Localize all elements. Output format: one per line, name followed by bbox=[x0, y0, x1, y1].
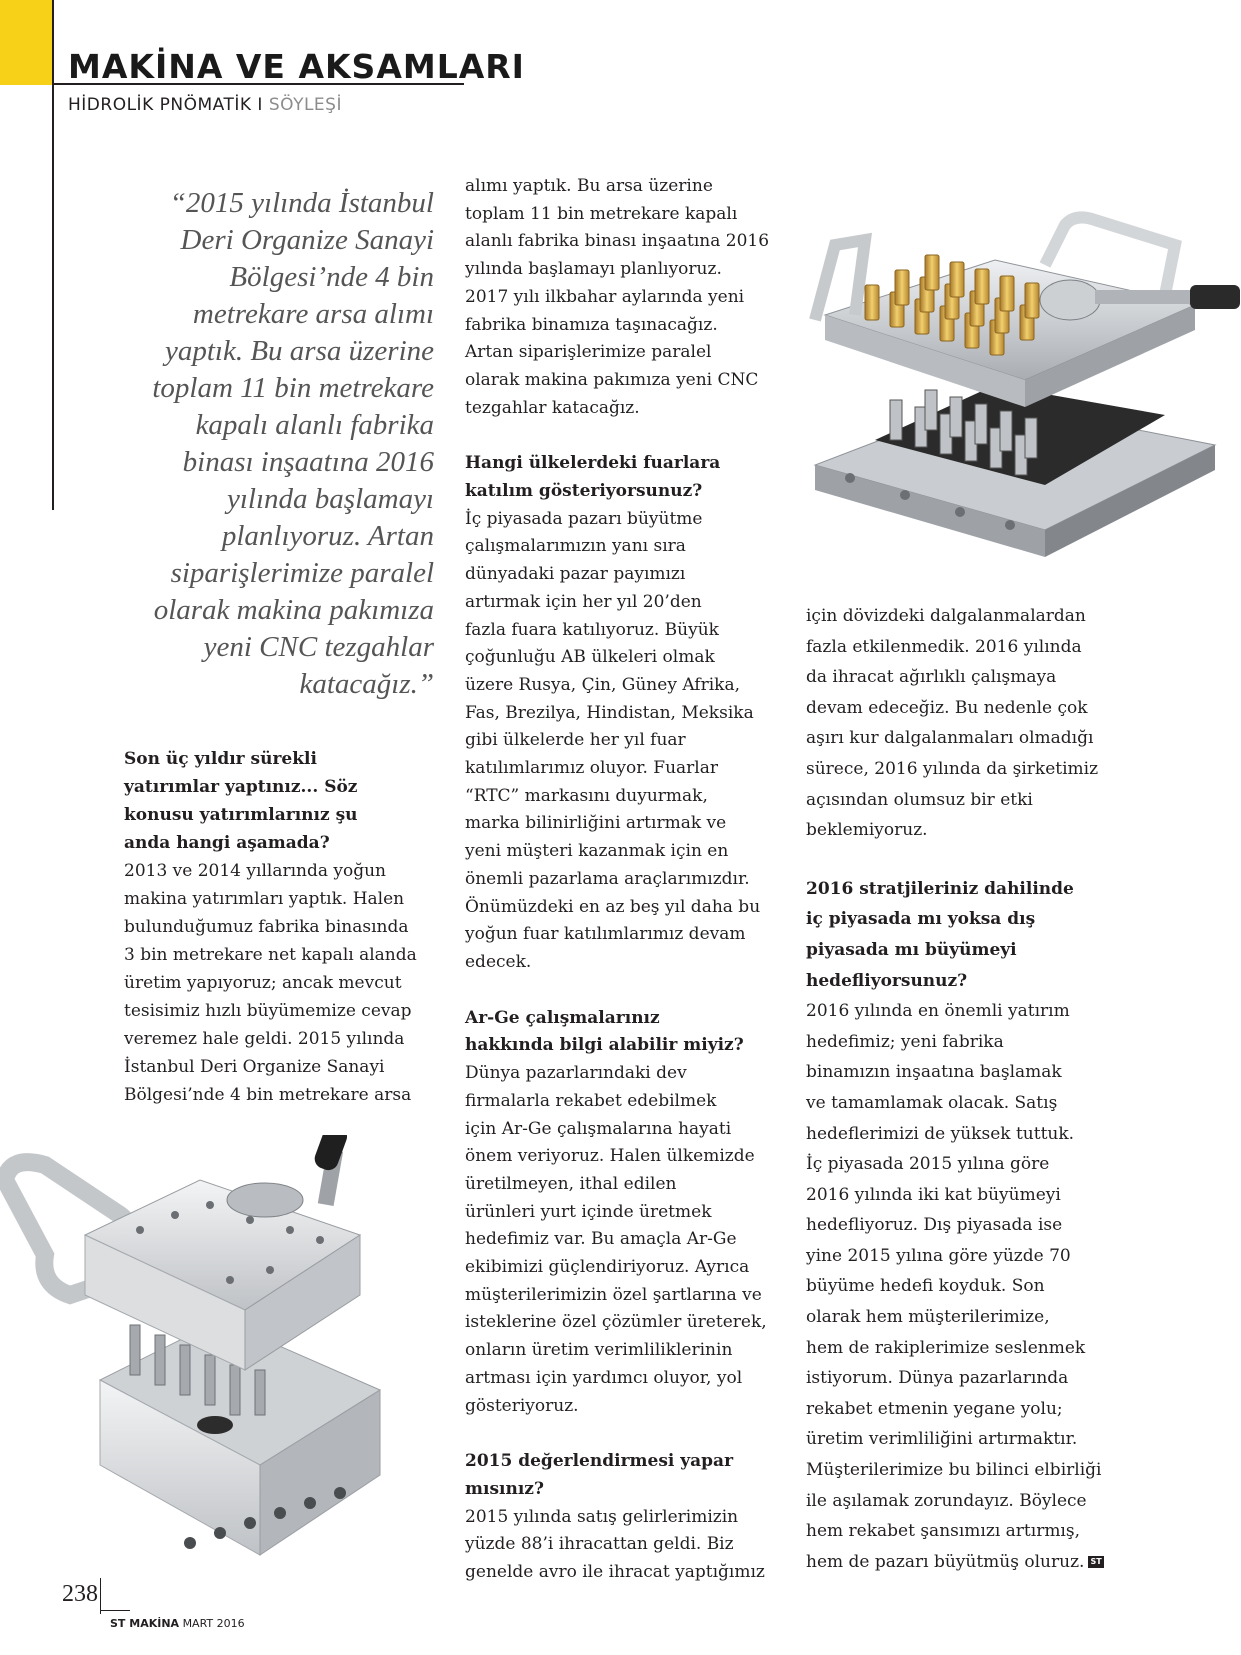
question-line: katılım gösteriyorsunuz? bbox=[465, 481, 703, 502]
answer-line: 2017 yılı ilkbahar aylarında yeni bbox=[465, 286, 745, 307]
paragraph-gap bbox=[465, 1420, 769, 1448]
question-line: Son üç yıldır sürekli bbox=[124, 749, 317, 769]
pull-quote-line: planlıyoruz. Artan bbox=[221, 520, 434, 552]
question-line: hedefliyorsunuz? bbox=[806, 970, 968, 991]
answer-line: Müşterilerimize bu bilinci elbirliği bbox=[806, 1460, 1102, 1481]
answer-line: Bölgesi’nde 4 bin metrekare arsa bbox=[124, 1085, 412, 1105]
question-line: Ar-Ge çalışmalarınız bbox=[465, 1007, 660, 1028]
question-line: iç piyasada mı yoksa dış bbox=[806, 909, 1036, 930]
footer-horizontal-rule bbox=[100, 1610, 130, 1611]
pull-quote-line: toplam 11 bin metrekare bbox=[152, 372, 434, 404]
answer-line: fazla fuara katılıyoruz. Büyük bbox=[465, 619, 719, 640]
answer-line: üretim verimliliğini artırmaktır. bbox=[806, 1429, 1078, 1450]
answer-line: 3 bin metrekare net kapalı alanda bbox=[124, 945, 417, 965]
question-line: Hangi ülkelerdeki fuarlara bbox=[465, 453, 721, 474]
answer-line: müşterilerimizin özel şartlarına ve bbox=[465, 1284, 762, 1305]
answer-line: beklemiyoruz. bbox=[806, 820, 928, 841]
answer-line: 2013 ve 2014 yıllarında yoğun bbox=[124, 861, 387, 881]
question-line: anda hangi aşamada? bbox=[124, 833, 330, 853]
answer-line: hedefimiz; yeni fabrika bbox=[806, 1031, 1004, 1052]
answer-line: üretilmeyen, ithal edilen bbox=[465, 1173, 677, 1194]
answer-line: fabrika binamıza taşınacağız. bbox=[465, 314, 718, 335]
answer-line: devam edeceğiz. Bu nedenle çok bbox=[806, 697, 1088, 718]
subtitle-category: HİDROLİK PNÖMATİK bbox=[68, 95, 252, 115]
answer-line: üzere Rusya, Çin, Güney Afrika, bbox=[465, 674, 740, 695]
answer-line: hedeflerimizi de yüksek tuttuk. bbox=[806, 1123, 1075, 1144]
product-photo-manifold-bottom bbox=[0, 1135, 420, 1570]
question-line: konusu yatırımlarınız şu bbox=[124, 805, 358, 825]
answer-line: için Ar-Ge çalışmalarına hayati bbox=[465, 1118, 732, 1139]
paragraph-gap bbox=[465, 422, 769, 450]
pull-quote bbox=[104, 185, 434, 703]
answer-line: 2016 yılında iki kat büyümeyi bbox=[806, 1184, 1061, 1205]
answer-line: hedefliyoruz. Dış piyasada ise bbox=[806, 1215, 1063, 1236]
answer-line: da ihracat ağırlıklı çalışmaya bbox=[806, 667, 1057, 688]
answer-line: Artan siparişlerimize paralel bbox=[465, 342, 712, 363]
question-line: yatırımlar yaptınız... Söz bbox=[124, 777, 358, 797]
question-line: 2015 değerlendirmesi yapar bbox=[465, 1451, 734, 1472]
pull-quote-line: yılında başlamayı bbox=[226, 483, 434, 515]
answer-line: onların üretim verimliliklerinin bbox=[465, 1340, 733, 1361]
answer-line: edecek. bbox=[465, 951, 532, 972]
answer-line: önemli pazarlama araçlarımızdır. bbox=[465, 868, 750, 889]
text-column-2 bbox=[465, 173, 769, 1587]
answer-line: binamızın inşaatına başlamak bbox=[806, 1062, 1062, 1083]
answer-line: 2016 yılında en önemli yatırım bbox=[806, 1001, 1070, 1022]
answer-line: yoğun fuar katılımlarımız devam bbox=[465, 924, 746, 945]
answer-line: sürece, 2016 yılında da şirketimiz bbox=[806, 758, 1099, 779]
answer-line: çalışmalarımızın yanı sıra bbox=[465, 536, 686, 557]
answer-line: yılında başlamayı planlıyoruz. bbox=[465, 259, 722, 280]
answer-line: çoğunluğu AB ülkeleri olmak bbox=[465, 647, 715, 668]
footer-issue: MART 2016 bbox=[182, 1617, 245, 1630]
answer-line: Önümüzdeki en az beş yıl daha bu bbox=[465, 896, 761, 917]
answer-line: hem de pazarı büyütmüş oluruz. ST bbox=[806, 1551, 1102, 1572]
answer-line: alanlı fabrika binası inşaatına 2016 bbox=[465, 231, 770, 252]
header-accent-block bbox=[0, 0, 52, 85]
answer-line: yüzde 88’i ihracattan geldi. Biz bbox=[465, 1534, 734, 1555]
answer-line: ile aşılamak zorundayız. Böylece bbox=[806, 1490, 1087, 1511]
answer-line: firmalarla rekabet edebilmek bbox=[465, 1090, 717, 1111]
text-column-3 bbox=[806, 601, 1104, 1577]
subtitle-type: SÖYLEŞİ bbox=[268, 95, 342, 115]
answer-line: Fas, Brezilya, Hindistan, Meksika bbox=[465, 702, 754, 723]
answer-line: artırmak için her yıl 20’den bbox=[465, 591, 702, 612]
question-line: mısınız? bbox=[465, 1478, 544, 1499]
answer-line: rekabet etmenin yegane yolu; bbox=[806, 1398, 1063, 1419]
footer-publication bbox=[110, 1617, 245, 1630]
answer-line: istiyorum. Dünya pazarlarında bbox=[806, 1368, 1069, 1389]
question-line: 2016 stratjileriniz dahilinde bbox=[806, 878, 1074, 899]
answer-line: bulunduğumuz fabrika binasında bbox=[124, 917, 409, 937]
answer-line: artması için yardımcı oluyor, yol bbox=[465, 1367, 743, 1388]
answer-line: toplam 11 bin metrekare kapalı bbox=[465, 203, 738, 224]
answer-line: İç piyasada pazarı büyütme bbox=[465, 508, 703, 529]
page-number: 238 bbox=[62, 1581, 98, 1607]
pull-quote-line: “2015 yılında İstanbul bbox=[169, 187, 434, 219]
answer-line: “RTC” markasını duyurmak, bbox=[465, 785, 708, 806]
footer-vertical-rule bbox=[100, 1578, 101, 1614]
answer-line: ve tamamlamak olacak. Satış bbox=[806, 1092, 1058, 1113]
pull-quote-line: metrekare arsa alımı bbox=[192, 298, 434, 330]
question-line: piyasada mı büyümeyi bbox=[806, 939, 1017, 960]
pull-quote-line: Bölgesi’nde 4 bin bbox=[229, 261, 434, 293]
answer-line: açısından olumsuz bir etki bbox=[806, 789, 1033, 810]
answer-line: hem rekabet şansımızı artırmış, bbox=[806, 1521, 1081, 1542]
article-end-mark-icon: ST bbox=[1090, 1557, 1102, 1567]
paragraph-gap bbox=[465, 977, 769, 1005]
answer-line: olarak makina pakımıza yeni CNC bbox=[465, 369, 759, 390]
section-subtitle bbox=[68, 95, 342, 115]
answer-line: 2015 yılında satış gelirlerimizin bbox=[465, 1506, 739, 1527]
header-vertical-rule bbox=[52, 0, 54, 510]
answer-line: alımı yaptık. Bu arsa üzerine bbox=[465, 176, 713, 196]
question-line: hakkında bilgi alabilir miyiz? bbox=[465, 1035, 744, 1056]
answer-line: gibi ülkelerde her yıl fuar bbox=[465, 730, 686, 751]
pull-quote-line: yaptık. Bu arsa üzerine bbox=[164, 335, 434, 367]
pull-quote-line: yeni CNC tezgahlar bbox=[203, 631, 434, 663]
answer-line: üretim yapıyoruz; ancak mevcut bbox=[124, 973, 402, 993]
answer-line: fazla etkilenmedik. 2016 yılında bbox=[806, 636, 1082, 657]
answer-line: marka bilinirliğini artırmak ve bbox=[465, 813, 727, 834]
answer-line: isteklerine özel çözümler üreterek, bbox=[465, 1312, 767, 1333]
answer-line: önem veriyoruz. Halen ülkemizde bbox=[465, 1146, 755, 1167]
answer-line: İç piyasada 2015 yılına göre bbox=[806, 1154, 1050, 1175]
answer-line: hedefimiz var. Bu amaçla Ar-Ge bbox=[465, 1229, 737, 1250]
answer-line: katılımlarımız oluyor. Fuarlar bbox=[465, 758, 718, 779]
answer-line: hem de rakiplerimize seslenmek bbox=[806, 1337, 1086, 1358]
answer-line: tesisimiz hızlı büyümemize cevap bbox=[124, 1001, 412, 1021]
answer-line: ekibimizi güçlendiriyoruz. Ayrıca bbox=[465, 1257, 750, 1278]
answer-line: İstanbul Deri Organize Sanayi bbox=[124, 1057, 385, 1077]
answer-line: büyüme hedefi koyduk. Son bbox=[806, 1276, 1045, 1297]
answer-line: dünyadaki pazar payımızı bbox=[465, 564, 686, 585]
pull-quote-line: siparişlerimize paralel bbox=[170, 557, 434, 589]
subtitle-separator: I bbox=[251, 95, 269, 115]
product-photo-manifold-top bbox=[795, 185, 1240, 565]
pull-quote-line: Deri Organize Sanayi bbox=[180, 224, 434, 256]
answer-line: veremez hale geldi. 2015 yılında bbox=[124, 1029, 405, 1049]
answer-line: Dünya pazarlarındaki dev bbox=[465, 1063, 687, 1084]
pull-quote-line: kapalı alanlı fabrika bbox=[195, 409, 434, 441]
answer-line: genelde avro ile ihracat yaptığımız bbox=[465, 1562, 765, 1583]
pull-quote-line: olarak makina pakımıza bbox=[153, 594, 434, 626]
answer-line: tezgahlar katacağız. bbox=[465, 397, 640, 418]
answer-line: makina yatırımları yaptık. Halen bbox=[124, 889, 405, 909]
answer-line: yeni müşteri kazanmak için en bbox=[465, 841, 729, 862]
paragraph-gap bbox=[806, 846, 1104, 874]
pull-quote-line: binası inşaatına 2016 bbox=[182, 446, 434, 478]
answer-line: aşırı kur dalgalanmaları olmadığı bbox=[806, 728, 1094, 749]
section-title: MAKİNA VE AKSAMLARI bbox=[68, 47, 525, 86]
answer-line: gösteriyoruz. bbox=[465, 1395, 579, 1416]
answer-line: için dövizdeki dalgalanmalardan bbox=[806, 606, 1086, 626]
text-column-1 bbox=[124, 745, 417, 1109]
answer-line: olarak hem müşterilerimize, bbox=[806, 1307, 1050, 1328]
answer-line: ürünleri yurt içinde üretmek bbox=[465, 1201, 712, 1222]
pull-quote-line: katacağız.” bbox=[299, 668, 434, 700]
answer-line: yine 2015 yılına göre yüzde 70 bbox=[806, 1245, 1071, 1266]
footer-magazine: ST MAKİNA bbox=[110, 1617, 180, 1630]
